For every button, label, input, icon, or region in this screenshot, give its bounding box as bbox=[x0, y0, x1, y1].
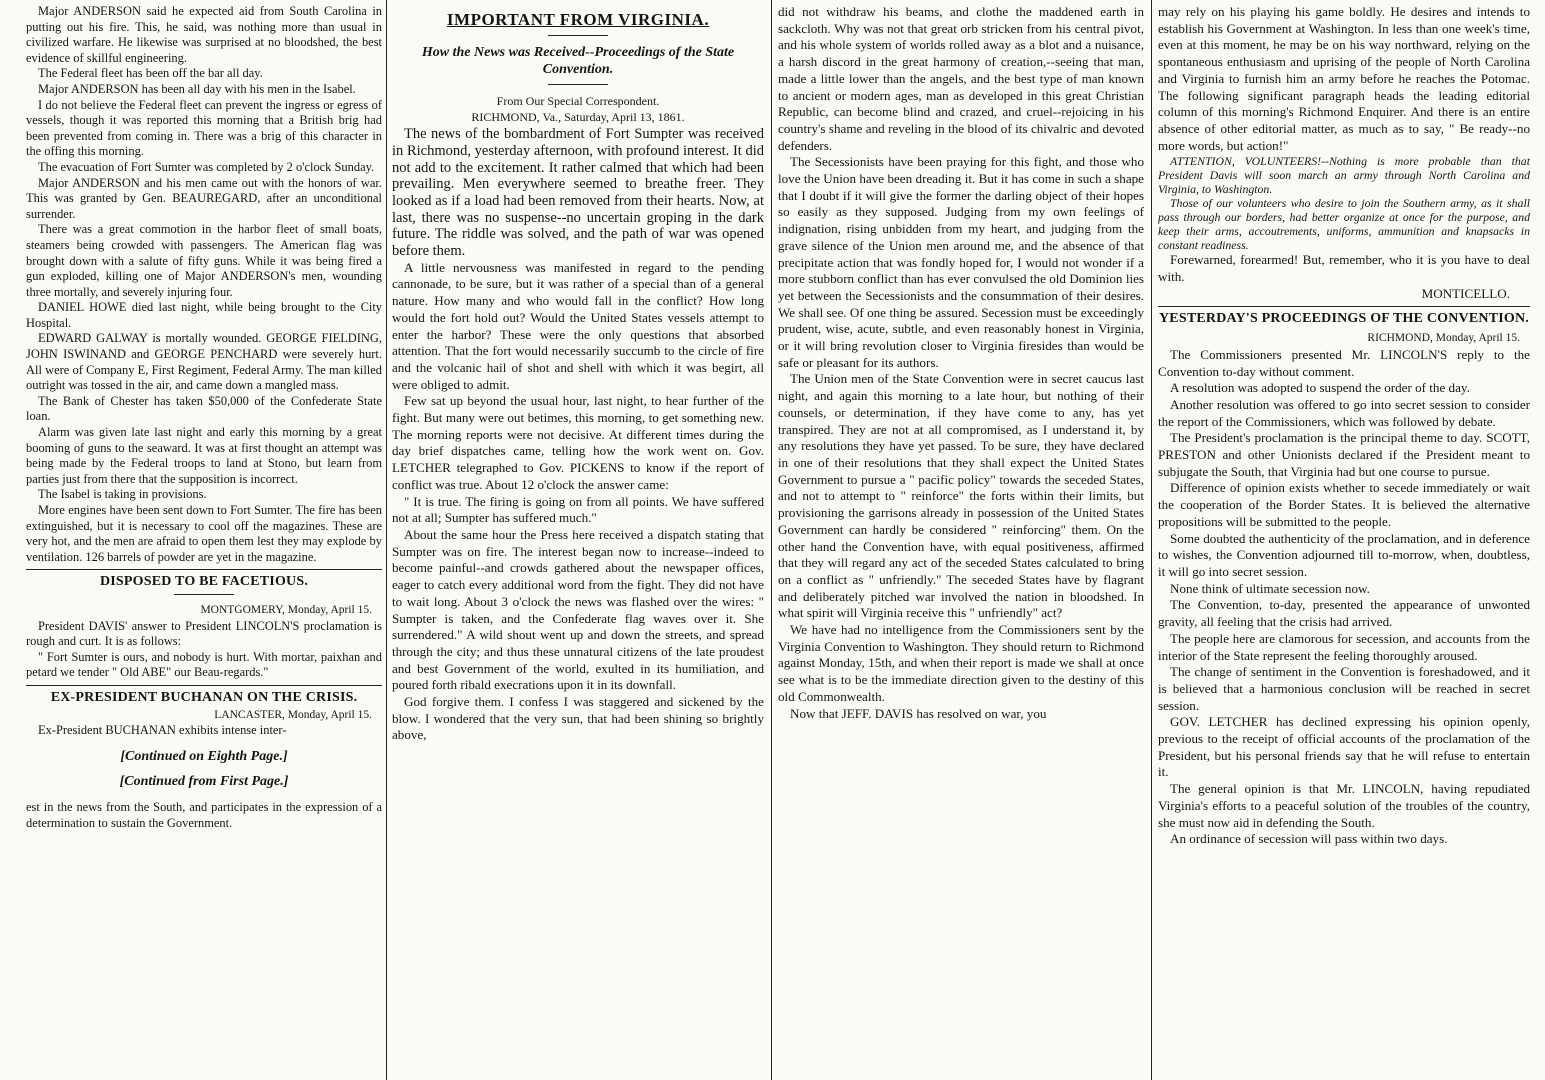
paragraph: Alarm was given late last night and early this morning by a great booming of guns to the seaward. It was at first thought an attempt was being made by the Federal troops to land at Stono, but learn from parties just from there that the supposition is incorrect. bbox=[26, 425, 382, 486]
paragraph: EDWARD GALWAY is mortally wounded. GEORGE FIELDING, JOHN ISWINAND and GEORGE PENCHARD were severely hurt. All were of Company E, First Regiment, Federal Army. The man killed outright was tossed in the air, and came down a mangled mass. bbox=[26, 331, 382, 393]
section-rule bbox=[26, 685, 382, 686]
subheadline: How the News was Received--Proceedings of the State Convention. bbox=[421, 44, 735, 77]
paragraph: The Isabel is taking in provisions. bbox=[38, 487, 207, 502]
column-rule bbox=[386, 0, 387, 1080]
paragraph: The evacuation of Fort Sumter was completed by 2 o'clock Sunday. bbox=[38, 159, 375, 174]
column-rule bbox=[771, 0, 772, 1080]
short-rule bbox=[548, 84, 608, 85]
paragraph: The Bank of Chester has taken $50,000 of the Confederate State loan. bbox=[26, 393, 382, 424]
paragraph: President DAVIS' answer to President LINCOLN'S proclamation is rough and curt. It is as follows: bbox=[26, 618, 382, 649]
paragraph: The general opinion is that Mr. LINCOLN, having repudiated Virginia's efforts to a peaceful solution of the troubles of the country, she must now aid in defending the South. bbox=[1158, 781, 1530, 830]
paragraph: About the same hour the Press here received a dispatch stating that Sumpter was on fire. The interest began now to increase--indeed to become painful--and crowds gathered about the newspaper offices, eager to catch every additional word from the fight. They did not have to wait long. About 3 o'clock the news was flashed over the wires: " Sumpter is taken, and the Confederate flag waves over it. She surrendered." A wild shout went up and down the streets, and spread through the city; and thus these unnatural citizens of the late proudest and best Government of the world, exulted in its humiliation, and poured forth ribald execrations upon it in its downfall. bbox=[392, 526, 764, 693]
paragraph: A little nervousness was manifested in regard to the pending cannonade, to be sure, but it was rather of a special than of a general nature. How many and who would fall in the conflict? How long would the fort hold out? Would the United States vessels attempt to enter the harbor? These were the only questions that absorbed attention. That the fort would necessarily succumb to the circle of fire and the volcanic hail of shot and shell with which it was begirt, all were obliged to admit. bbox=[392, 259, 764, 392]
paragraph: Major ANDERSON has been all day with his men in the Isabel. bbox=[38, 81, 356, 96]
column-rule bbox=[1151, 0, 1152, 1080]
paragraph: A resolution was adopted to suspend the order of the day. bbox=[1170, 380, 1470, 396]
dateline: RICHMOND, Va., Saturday, April 13, 1861. bbox=[471, 110, 685, 125]
dateline: RICHMOND, Monday, April 15. bbox=[1367, 332, 1520, 345]
dateline: MONTGOMERY, Monday, April 15. bbox=[200, 603, 372, 616]
paragraph: Now that JEFF. DAVIS has resolved on war, you bbox=[790, 705, 1047, 721]
paragraph: There was a great commotion in the harbor fleet of small boats, steamers being crowded with passengers. The American flag was brought down with a salute of fifty guns. While it was being fired a gun exploded, killing one of Major ANDERSON's men, wounding three mortally, and severely injuring four. bbox=[26, 222, 382, 299]
paragraph: The change of sentiment in the Convention is foreshadowed, and it is believed that a harmonious conclusion will be reached in secret session. bbox=[1158, 664, 1530, 713]
signature: MONTICELLO. bbox=[1421, 285, 1510, 301]
quoted-editorial: Those of our volunteers who desire to join the Southern army, as it shall pass through our borders, had better organize at once for the purpose, and keep their arms, accoutrements, uniforms, ammunition and knapsacks in constant readiness. bbox=[1158, 196, 1530, 253]
section-heading: YESTERDAY'S PROCEEDINGS OF THE CONVENTION. bbox=[1158, 311, 1529, 327]
paragraph: est in the news from the South, and participates in the expression of a determination to sustain the Government. bbox=[26, 799, 382, 830]
paragraph: The President's proclamation is the principal theme to day. SCOTT, PRESTON and other Unionists declared if the President meant to subjugate the South, that Virginia had but one course to pursue. bbox=[1158, 430, 1530, 479]
paragraph: may rely on his playing his game boldly. He desires and intends to establish his Government at Washington. In less than one week's time, even at this moment, he may be on his way northward, relying on the spontaneous enthusiasm and uprising of the people of North Carolina and Virginia to furnish him an army before he reaches the Potomac. The following significant paragraph heads the leading editorial column of this morning's Richmond Enquirer. And there is an entire absence of other editorial matter, as much as to say, " Be ready--no more words, but action!" bbox=[1158, 4, 1530, 153]
paragraph: The people here are clamorous for secession, and accounts from the interior of the State represent the feeling thoroughly aroused. bbox=[1158, 630, 1530, 663]
short-rule bbox=[548, 35, 608, 36]
paragraph: The Commissioners presented Mr. LINCOLN'S reply to the Convention to-day without comment. bbox=[1158, 346, 1530, 379]
section-heading: EX-PRESIDENT BUCHANAN ON THE CRISIS. bbox=[50, 689, 358, 705]
column-2 bbox=[392, 4, 764, 1076]
section-heading: DISPOSED TO BE FACETIOUS. bbox=[99, 574, 309, 590]
paragraph: We have had no intelligence from the Commissioners sent by the Virginia Convention to Washington. They should return to Richmond against Monday, 15th, and when their report is made we shall at once see what is to be the immediate direction given to the destiny of this old Commonwealth. bbox=[778, 622, 1144, 704]
paragraph: The Federal fleet has been off the bar all day. bbox=[38, 66, 263, 81]
paragraph: An ordinance of secession will pass within two days. bbox=[1170, 831, 1448, 847]
paragraph: Major ANDERSON and his men came out with the honors of war. This was granted by Gen. BEAUREGARD, after an unconditional surrender. bbox=[26, 175, 382, 221]
paragraph: GOV. LETCHER has declined expressing his opinion openly, previous to the receipt of official accounts of the proclamation of the President, but his personal friends say that he will refuse to entertain it. bbox=[1158, 714, 1530, 780]
short-rule bbox=[174, 594, 234, 595]
column-1 bbox=[26, 4, 382, 1076]
paragraph: Few sat up beyond the usual hour, last night, to hear further of the fight. But many were out betimes, this morning, to get something new. The morning reports were not decisive. At different times during the day brief dispatches came, telling how the work went on. Gov. LETCHER telegraphed to Gov. PICKENS to know if the report of conflict was true. About 12 o'clock the answer came: bbox=[392, 393, 764, 492]
headline: IMPORTANT FROM VIRGINIA. bbox=[446, 10, 710, 29]
paragraph: Another resolution was offered to go into secret session to consider the report of the Commissioners, which was followed by debate. bbox=[1158, 396, 1530, 429]
quoted-dispatch: " It is true. The firing is going on from all points. We have suffered not at all; Sumpter has suffered much." bbox=[392, 493, 764, 526]
dateline: LANCASTER, Monday, April 15. bbox=[214, 708, 372, 721]
paragraph: The Secessionists have been praying for this fight, and those who love the Union have been dreading it. But it has come in such a shape that I doubt if it will give the former the darling object of their hopes so easily as they supposed. Judging from my own feelings of indignation, rising unbidden from my heart, and judging from the grave silence of the Union men around me, and the absence of that precipitate action that was fondly hoped for, I would not wonder if a more stubborn conflict than has ever convulsed the old Dominion lies yet between the Secessionists and the consummation of their desires. We shall see. Of one thing be assured. Secession must be exceedingly prudent, wise, acute, subtle, and even reasonably honest in Virginia, or it will bring revolution closer to Virginia firesides than would be safe or pleasant for its authors. bbox=[778, 154, 1144, 370]
paragraph: DANIEL HOWE died last night, while being brought to the City Hospital. bbox=[26, 300, 382, 330]
column-3 bbox=[778, 4, 1144, 1076]
continuation-note: [Continued on Eighth Page.] bbox=[120, 748, 288, 764]
paragraph: The Union men of the State Convention were in secret caucus last night, and again this morning to a late hour, but nothing of their counsels, or determination, if they have come to any, has yet transpired. They are not at all compromised, as I understand it, by any resolutions they have yet passed. To be sure, they have declared in one of their resolutions that they shall expect the United States Government to pursue a " pacific policy" towards the seceded States, and not to attempt to " reinforce" the forts within their limits, but provisioning the garrisons already in possession of the United States Government can hardly be considered " reinforcing" them. On the other hand the Convention have, with equal positiveness, affirmed that they will regard any act of the seceded States calculated to bring on a conflict as " unfriendly." The seceded States have by flagrant and deliberately pitched war involved the nation in bloodshed. In what spirit will Virginia receive this " unfriendly" act? bbox=[778, 371, 1144, 621]
paragraph: did not withdraw his beams, and clothe the maddened earth in sackcloth. Why was not that great orb stricken from his central pivot, and his whole system of worlds rolled away as a blot and a nuisance, a harsh discord in the great harmony of creation,--seeing that man, made a little lower than the angels, and the best type of man known to ancient or modern ages, man as developed in this great Christian Republic, can become blind and crazed, and cruel--rejoicing in his country's shame and reveling in the blood of its chivalric and devoted defenders. bbox=[778, 4, 1144, 153]
continuation-note: [Continued from First Page.] bbox=[119, 774, 289, 790]
paragraph: Forewarned, forearmed! But, remember, who it is you have to deal with. bbox=[1158, 252, 1530, 285]
paragraph: The Convention, to-day, presented the appearance of unwonted gravity, all feeling that the crisis had arrived. bbox=[1158, 597, 1530, 630]
byline: From Our Special Correspondent. bbox=[496, 93, 660, 108]
section-rule bbox=[1158, 306, 1530, 307]
paragraph: Major ANDERSON said he expected aid from South Carolina in putting out his fire. This, he said, was nothing more than usual in civilized warfare. He likewise was surprised at no bloodshed, the best evidence of skillful engineering. bbox=[26, 4, 382, 65]
section-rule bbox=[26, 569, 382, 570]
paragraph: Ex-President BUCHANAN exhibits intense inter- bbox=[38, 723, 287, 738]
paragraph: God forgive them. I confess I was staggered and sickened by the blow. I wondered that the very sun, that had been shining so brightly above, bbox=[392, 694, 764, 743]
quoted-editorial: ATTENTION, VOLUNTEERS!--Nothing is more probable than that President Davis will soon march an army through North Carolina and Virginia, to Washington. bbox=[1158, 154, 1530, 197]
paragraph: More engines have been sent down to Fort Sumter. The fire has been extinguished, but it is necessary to cool off the magazines. These are very hot, and the men are afraid to open them lest they may explode by ventilation. 126 barrels of powder are yet in the magazine. bbox=[26, 503, 382, 564]
paragraph: Difference of opinion exists whether to secede immediately or wait the cooperation of the Border States. It is believed the alternative propositions will be submitted to the people. bbox=[1158, 480, 1530, 529]
paragraph: Some doubted the authenticity of the proclamation, and in deference to wishes, the Convention adjourned till to-morrow, when, doubtless, it will go into secret session. bbox=[1158, 530, 1530, 579]
paragraph: " Fort Sumter is ours, and nobody is hurt. With mortar, paixhan and petard we tender " Old ABE" our Beau-regards." bbox=[26, 649, 382, 680]
paragraph: The news of the bombardment of Fort Sumpter was received in Richmond, yesterday afternoon, with profound interest. It did not add to the excitement. It rather calmed that which had been prevailing. Men everywhere seemed to breathe freer. They looked as if a load had been removed from their hearts. Now, at last, there was no suspense--no uncertain groping in the dark future. The riddle was solved, and the path of war was opened before them. bbox=[392, 126, 764, 260]
column-4 bbox=[1158, 4, 1530, 1076]
paragraph: I do not believe the Federal fleet can prevent the ingress or egress of vessels, though it was reported this morning that a British brig had been prevented from coming in. There was a brig of this character in the offing this morning. bbox=[26, 97, 382, 159]
paragraph: None think of ultimate secession now. bbox=[1170, 580, 1370, 596]
